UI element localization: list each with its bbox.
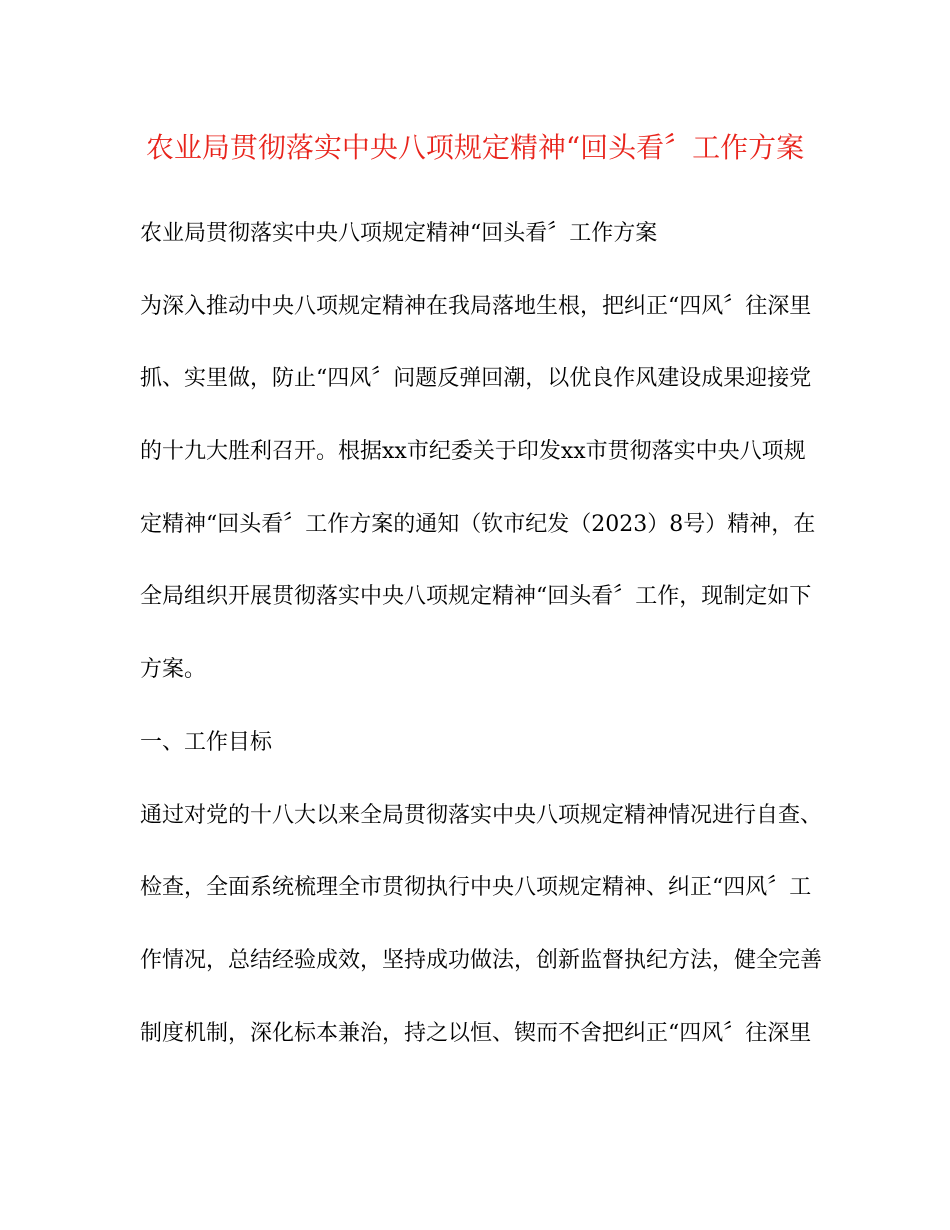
body-line: 为深入推动中央八项规定精神在我局落地生根，把纠正“四风〞往深里 — [140, 293, 812, 319]
body-line: 定精神“回头看〞工作方案的通知（钦市纪发（2023）8号）精神，在 — [140, 511, 816, 537]
body-line: 制度机制，深化标本兼治，持之以恒、锲而不舍把纠正“四风〞往深里 — [140, 1020, 812, 1046]
body-line: 检查，全面系统梳理全市贯彻执行中央八项规定精神、纠正“四风〞工 — [140, 875, 812, 901]
body-line: 抓、实里做，防止“四风〞问题反弹回潮，以优良作风建设成果迎接党 — [140, 366, 812, 392]
body-line: 方案。 — [140, 657, 207, 683]
body-line: 全局组织开展贯彻落实中央八项规定精神“回头看〞工作，现制定如下 — [140, 584, 812, 610]
section-heading: 一、工作目标 — [140, 729, 273, 755]
body-line: 通过对党的十八大以来全局贯彻落实中央八项规定精神情况进行自查、 — [140, 802, 823, 828]
body-line: 作情况，总结经验成效，坚持成功做法，创新监督执纪方法，健全完善 — [140, 947, 823, 973]
body-line: 农业局贯彻落实中央八项规定精神“回头看〞工作方案 — [140, 221, 658, 246]
document-body — [140, 218, 840, 1090]
body-line: 的十九大胜利召开。根据xx市纪委关于印发xx市贯彻落实中央八项规 — [140, 439, 806, 465]
document-title: 农业局贯彻落实中央八项规定精神“回头看〞工作方案 — [145, 131, 805, 164]
